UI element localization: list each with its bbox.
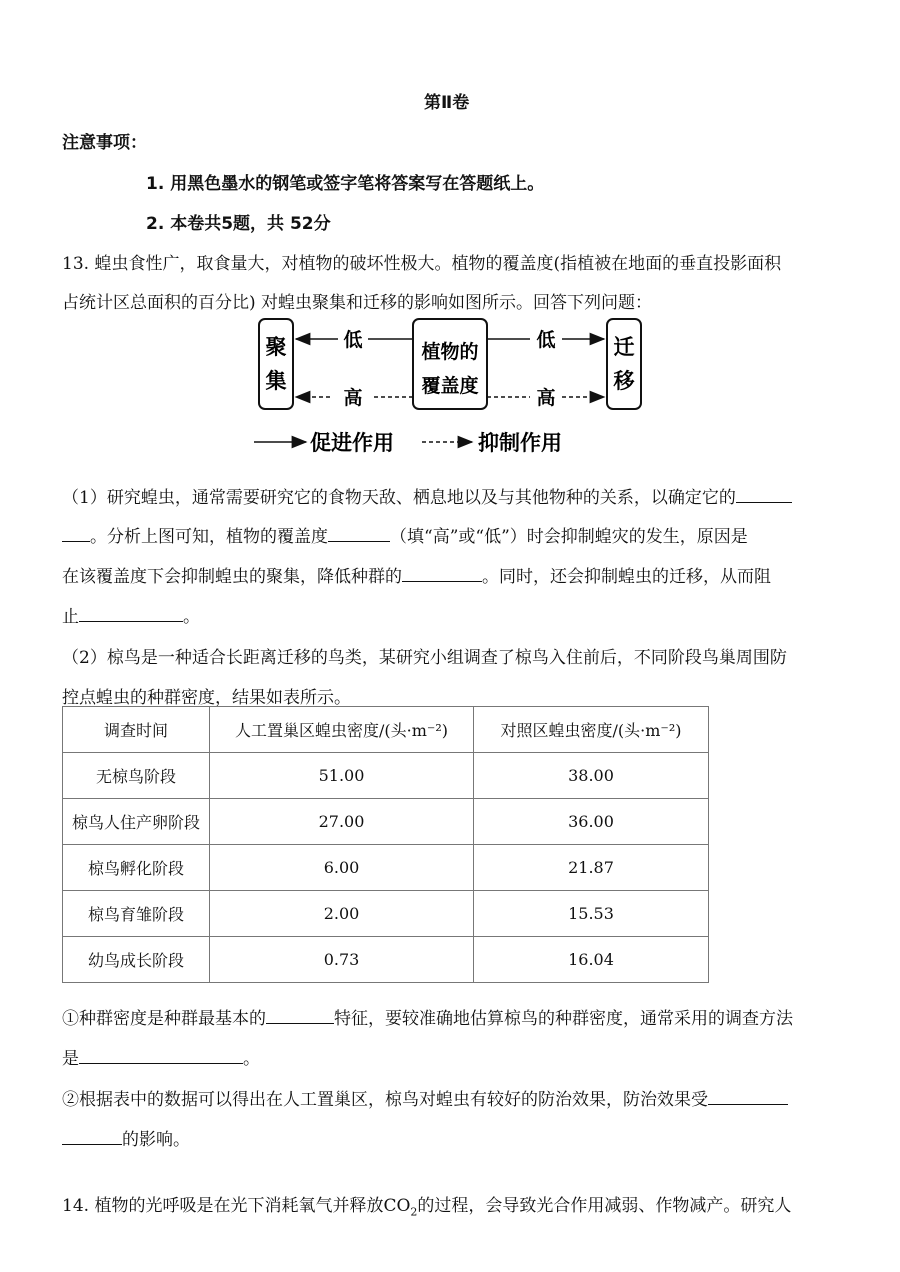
sub2-line1 bbox=[62, 1085, 788, 1110]
part1-text-1: （1）研究蝗虫，通常需要研究它的食物天敌、栖息地以及与其他物种的关系，以确定它的 bbox=[62, 488, 736, 508]
table-row bbox=[63, 799, 709, 845]
aggregation-label-1: 聚 bbox=[265, 335, 287, 359]
answer-blank-6[interactable] bbox=[79, 1045, 243, 1064]
part2-line2: 控点蝗虫的种群密度，结果如表所示。 bbox=[62, 688, 351, 708]
migration-label-2: 移 bbox=[613, 369, 635, 393]
legend-inhibit-label: 抑制作用 bbox=[478, 431, 562, 455]
coverage-effect-diagram bbox=[250, 312, 660, 468]
sub1-text-d: 。 bbox=[243, 1049, 260, 1069]
aggregation-label-2: 集 bbox=[265, 369, 287, 393]
answer-blank-7[interactable] bbox=[708, 1086, 788, 1105]
part1-text-3b: 。同时，还会抑制蝗虫的迁移，从而阻 bbox=[482, 567, 771, 587]
cell-stage: 椋鸟孵化阶段 bbox=[63, 845, 210, 891]
coverage-label-1: 植物的 bbox=[421, 341, 479, 363]
table-row bbox=[63, 753, 709, 799]
part1-text-4a: 止 bbox=[62, 607, 79, 627]
part1-text-3a: 在该覆盖度下会抑制蝗虫的聚集，降低种群的 bbox=[62, 567, 402, 587]
cell-nest-density: 6.00 bbox=[210, 845, 474, 891]
part1-line3 bbox=[62, 562, 771, 587]
sub1-line1 bbox=[62, 1004, 793, 1029]
header-time: 调查时间 bbox=[63, 707, 210, 753]
table-header-row bbox=[63, 707, 709, 753]
sub1-text-a: ①种群密度是种群最基本的 bbox=[62, 1009, 266, 1029]
part1-line1 bbox=[62, 483, 792, 508]
cell-nest-density: 51.00 bbox=[210, 753, 474, 799]
arrow-label-low-left: 低 bbox=[343, 329, 363, 351]
sub2-text-a: ②根据表中的数据可以得出在人工置巢区，椋鸟对蝗虫有较好的防治效果，防治效果受 bbox=[62, 1090, 708, 1110]
cell-stage: 无椋鸟阶段 bbox=[63, 753, 210, 799]
q14-text-a: 14. 植物的光呼吸是在光下消耗氧气并释放CO bbox=[62, 1196, 411, 1216]
arrow-label-high-left: 高 bbox=[343, 387, 363, 409]
answer-blank-2[interactable] bbox=[328, 523, 390, 542]
q14-line1 bbox=[62, 1191, 791, 1218]
part1-line4 bbox=[62, 602, 200, 627]
q13-stem-line1: 13. 蝗虫食性广，取食量大，对植物的破坏性极大。植物的覆盖度(指植被在地面的垂直投影面积 bbox=[62, 254, 782, 274]
table-row bbox=[63, 891, 709, 937]
sub2-line2 bbox=[62, 1125, 190, 1150]
migration-box bbox=[607, 319, 641, 409]
cell-nest-density: 0.73 bbox=[210, 937, 474, 983]
q14-subscript: 2 bbox=[410, 1205, 418, 1219]
part1-text-2b: （填“高”或“低”）时会抑制蝗灾的发生，原因是 bbox=[390, 527, 748, 547]
answer-blank-7-cont[interactable] bbox=[62, 1126, 122, 1145]
migration-label-1: 迁 bbox=[613, 335, 635, 359]
part1-text-2a: 。分析上图可知，植物的覆盖度 bbox=[90, 527, 328, 547]
cell-nest-density: 2.00 bbox=[210, 891, 474, 937]
cell-control-density: 36.00 bbox=[474, 799, 709, 845]
answer-blank-3[interactable] bbox=[402, 563, 482, 582]
sub1-line2 bbox=[62, 1044, 260, 1069]
sub1-text-b: 特征，要较准确地估算椋鸟的种群密度，通常采用的调查方法 bbox=[334, 1009, 793, 1029]
cell-control-density: 21.87 bbox=[474, 845, 709, 891]
part1-text-4b: 。 bbox=[183, 607, 200, 627]
table-row bbox=[63, 845, 709, 891]
answer-blank-1[interactable] bbox=[736, 484, 792, 503]
part1-line2 bbox=[62, 522, 748, 547]
answer-blank-4[interactable] bbox=[79, 603, 183, 622]
header-nest-area: 人工置巢区蝗虫密度/(头·m⁻²) bbox=[210, 707, 474, 753]
answer-blank-5[interactable] bbox=[266, 1005, 334, 1024]
note-item-1: 1. 用黑色墨水的钢笔或签字笔将答案写在答题纸上。 bbox=[146, 174, 545, 194]
header-control-area: 对照区蝗虫密度/(头·m⁻²) bbox=[474, 707, 709, 753]
sub2-text-b: 的影响。 bbox=[122, 1130, 190, 1150]
cell-control-density: 16.04 bbox=[474, 937, 709, 983]
q14-text-b: 的过程，会导致光合作用减弱、作物减产。研究人 bbox=[417, 1196, 792, 1216]
cell-stage: 椋鸟人住产卵阶段 bbox=[63, 799, 210, 845]
legend-promote-label: 促进作用 bbox=[310, 431, 394, 455]
cell-nest-density: 27.00 bbox=[210, 799, 474, 845]
arrow-label-low-right: 低 bbox=[536, 329, 556, 351]
cell-stage: 幼鸟成长阶段 bbox=[63, 937, 210, 983]
arrow-label-high-right: 高 bbox=[536, 387, 556, 409]
section-title: 第Ⅱ卷 bbox=[424, 93, 470, 113]
aggregation-box bbox=[259, 319, 293, 409]
note-item-2: 2. 本卷共5题，共 52分 bbox=[146, 214, 331, 234]
locust-density-table bbox=[62, 706, 709, 983]
cell-control-density: 38.00 bbox=[474, 753, 709, 799]
table-row bbox=[63, 937, 709, 983]
answer-blank-1-cont[interactable] bbox=[62, 523, 90, 542]
part2-line1: （2）椋鸟是一种适合长距离迁移的鸟类，某研究小组调查了椋鸟入住前后，不同阶段鸟巢周围防 bbox=[62, 648, 787, 668]
cell-control-density: 15.53 bbox=[474, 891, 709, 937]
sub1-text-c: 是 bbox=[62, 1049, 79, 1069]
coverage-label-2: 覆盖度 bbox=[421, 375, 479, 397]
q13-stem-line2: 占统计区总面积的百分比) 对蝗虫聚集和迁移的影响如图所示。回答下列问题： bbox=[62, 293, 653, 313]
cell-stage: 椋鸟育雏阶段 bbox=[63, 891, 210, 937]
notes-heading: 注意事项： bbox=[62, 133, 147, 153]
